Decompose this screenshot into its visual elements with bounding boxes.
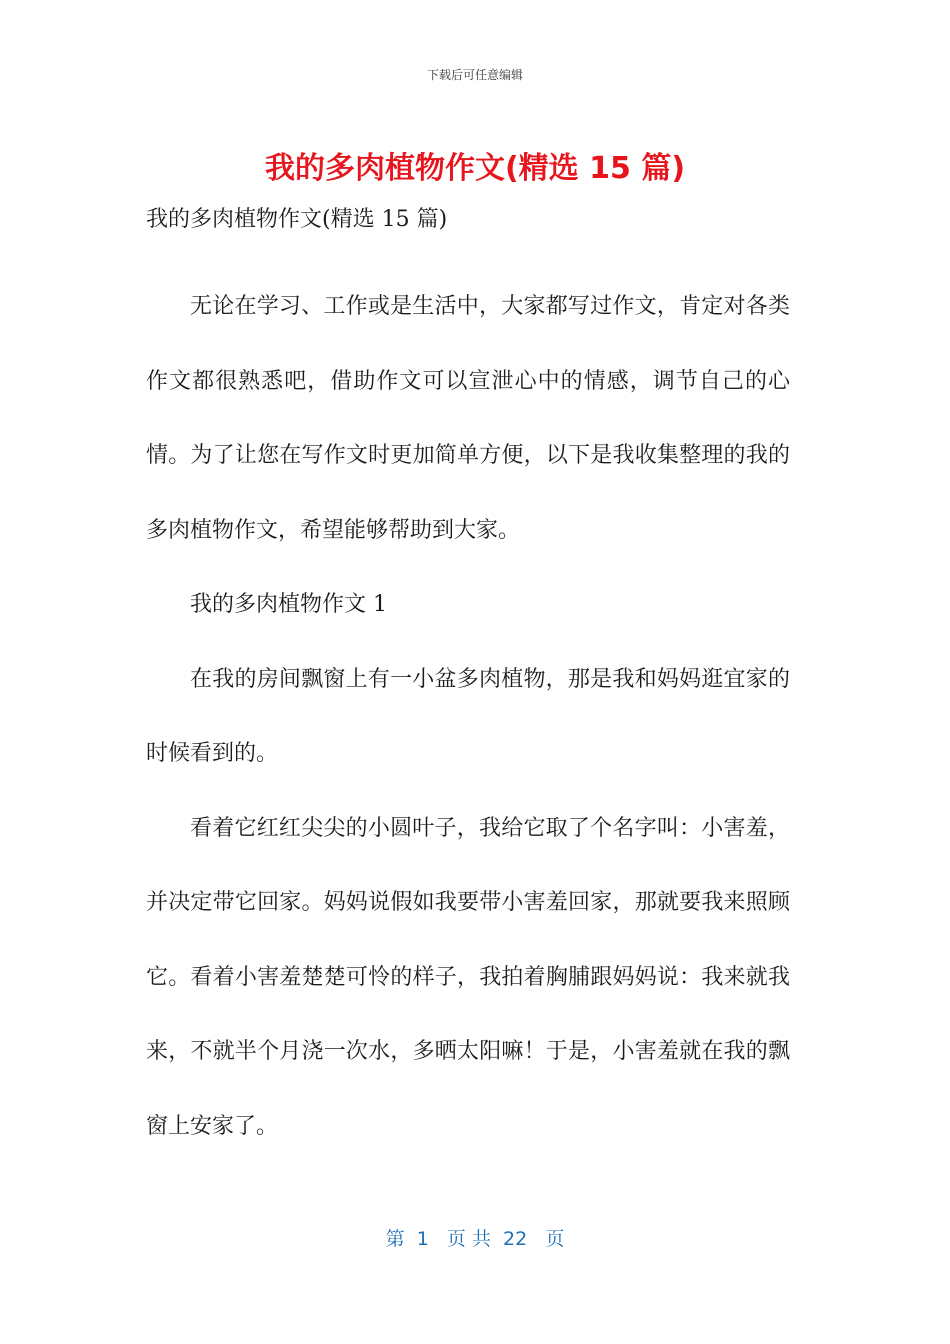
paragraph-2: 看着它红红尖尖的小圆叶子，我给它取了个名字叫：小害羞，并决定带它回家。妈妈说假如我要带小害羞回家，那就要我来照顾它。看着小害羞楚楚可怜的样子，我拍着胸脯跟妈妈说：我来就我来，不就半个月浇一次水，多晒太阳嘛！于是，小害羞就在我的飘窗上安家了。	[146, 815, 790, 1139]
paragraph-1: 在我的房间飘窗上有一小盆多肉植物，那是我和妈妈逛宜家的时候看到的。	[146, 666, 790, 766]
document-body	[146, 196, 790, 1164]
document-subtitle: 我的多肉植物作文(精选 15 篇)	[146, 207, 448, 232]
page-footer: 第 1 页 共 22 页	[385, 1228, 565, 1250]
paragraph-intro: 无论在学习、工作或是生活中，大家都写过作文，肯定对各类作文都很熟悉吧，借助作文可以宣泄心中的情感，调节自己的心情。为了让您在写作文时更加简单方便，以下是我收集整理的我的多肉植物作文，希望能够帮助到大家。	[146, 294, 790, 543]
section-heading: 我的多肉植物作文 1	[190, 592, 387, 617]
header-note: 下载后可任意编辑	[426, 68, 523, 82]
document-title: 我的多肉植物作文(精选 15 篇)	[264, 151, 686, 186]
